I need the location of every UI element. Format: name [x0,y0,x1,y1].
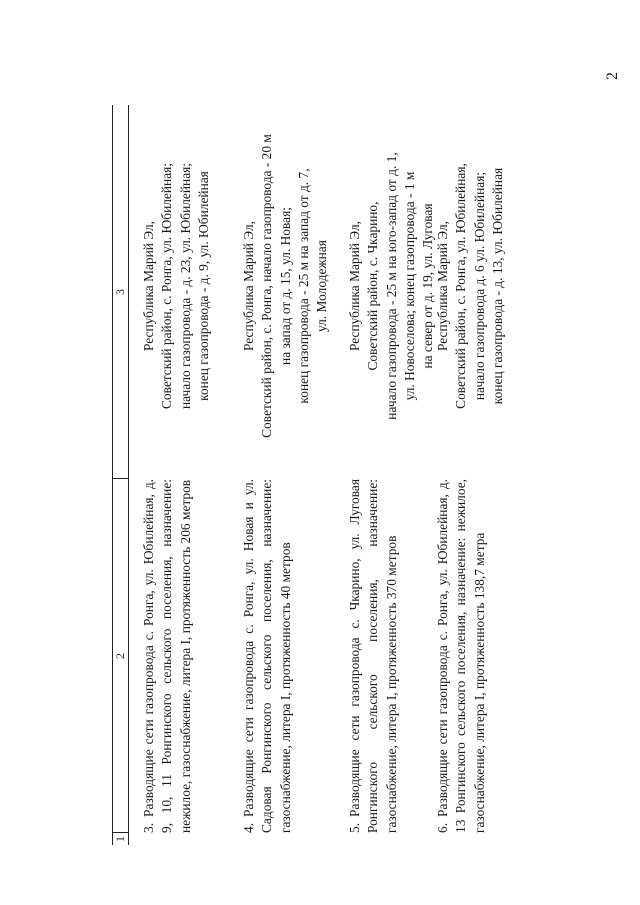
location-line: Республика Марий Эл, [241,221,256,352]
property-table [112,105,507,845]
location-line: на север от д. 19, ул. Луговая [420,203,436,369]
location-line: Республика Марий Эл, [141,221,156,352]
column-header-3: 3 [113,289,127,295]
location-line: начало газопровода д. 6 ул. Юбилейная; [471,171,487,401]
row-number: 4. [241,822,256,833]
object-location [140,105,213,467]
object-description [434,479,489,833]
object-description [140,479,195,833]
location-line: конец газопровода - д. 9, ул. Юбилейная [196,171,212,401]
object-text: Разводящие сети газопровода с. Ронга, ул. Юбилейная, д. 9, 10, 11 Ронгинского сельского поселения, назначение: нежилое, газоснабжение, литера I, протяженность 206 метров [141,479,193,833]
column-header-1: 1 [113,836,127,842]
location-line: начало газопровода - д. 23, ул. Юбилейная; [177,162,193,410]
location-line: начало газопровода - 25 м на юго-запад от д. 1, [383,152,399,420]
object-text: Разводящие сети газопровода с. Ронга, ул. Новая и ул. Садовая Ронгинского сельского поселения, назначение: газоснабжение, литера I, протяженность 40 метров [241,479,293,833]
row-number: 3. [141,822,156,833]
object-description [346,479,401,833]
object-location [240,105,332,467]
row-number: 6. [435,822,450,833]
location-line: Советский район, с. Ронга, начало газопровода - 20 м [259,134,275,438]
location-line: ул. Новоселова; конец газопровода - 1 м [402,171,418,401]
object-description [240,479,295,833]
location-line: конец газопровода - д. 13, ул. Юбилейная [490,167,506,405]
table-header-border [128,105,129,845]
location-line: конец газопровода - 25 м на запад от д. 7, [296,168,312,404]
object-location [434,105,507,467]
column-header-2: 2 [113,653,127,659]
location-line: ул. Молодежная [314,240,330,332]
table-header-row [112,105,128,845]
location-line: Республика Марий Эл, [347,221,362,352]
location-line: Советский район, с. Чкарино, [365,201,381,371]
object-text: Разводящие сети газопровода с. Ронга, ул. Юбилейная, д. 13 Ронгинского сельского поселения, назначение: нежилое, газоснабжение, литера I, протяженность 138,7 метра [435,479,487,833]
location-line: Советский район, с. Ронга, ул. Юбилейная; [159,162,175,410]
location-line: на запад от д. 15, ул. Новая; [277,207,293,365]
row-number: 5. [347,822,362,833]
location-line: Советский район, с. Ронга, ул. Юбилейная, [453,163,469,409]
object-text: Разводящие сети газопровода с. Чкарино, ул. Луговая Ронгинского сельского поселения, назначение: газоснабжение, литера I, протяженность 370 метров [347,479,399,833]
object-location [346,105,438,467]
location-line: Республика Марий Эл, [435,221,450,352]
page-number: 2 [604,72,621,80]
